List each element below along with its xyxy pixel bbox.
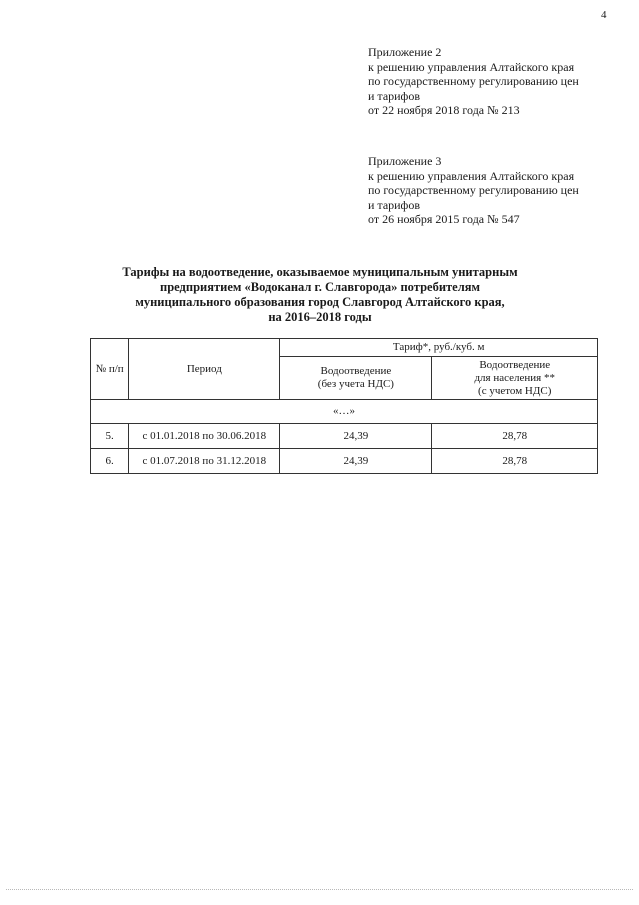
appendix-2-header xyxy=(368,45,633,118)
appendix-3-header xyxy=(368,154,633,227)
row-tariff-population: 28,78 xyxy=(432,424,598,449)
row-period: с 01.07.2018 по 31.12.2018 xyxy=(129,449,280,474)
header-line: Водоотведение xyxy=(320,365,392,377)
table-row xyxy=(91,424,598,449)
header-wastewater-no-vat xyxy=(280,357,432,400)
row-num: 5. xyxy=(91,424,129,449)
appendix-2-line: от 22 ноября 2018 года № 213 xyxy=(368,103,520,117)
header-line: для населения ** xyxy=(474,371,555,384)
header-line: (без учета НДС) xyxy=(317,378,394,390)
title-line: на 2016–2018 годы xyxy=(268,310,372,324)
row-tariff-population: 28,78 xyxy=(432,449,598,474)
header-num: № п/п xyxy=(91,339,129,400)
appendix-3-line: Приложение 3 xyxy=(368,154,442,168)
table-header-row xyxy=(91,339,598,357)
appendix-3-line: и тарифов xyxy=(368,197,421,212)
header-tariff: Тариф*, руб./куб. м xyxy=(280,339,598,357)
ellipsis-cell: «…» xyxy=(91,400,598,424)
appendix-3-line: от 26 ноября 2015 года № 547 xyxy=(368,212,520,226)
header-wastewater-population xyxy=(432,357,598,400)
header-period: Период xyxy=(129,339,280,400)
table-row xyxy=(91,449,598,474)
appendix-2-line: по государственному регулированию цен xyxy=(368,74,579,88)
title-line: предприятием «Водоканал г. Славгорода» потребителям xyxy=(160,280,480,294)
header-line: Водоотведение xyxy=(479,358,551,371)
title-line: Тарифы на водоотведение, оказываемое муниципальным унитарным xyxy=(122,265,518,279)
page-number: 4 xyxy=(601,9,607,21)
footer-divider xyxy=(6,889,633,890)
document-title xyxy=(60,265,580,325)
appendix-3-line: по государственному регулированию цен xyxy=(368,183,579,197)
row-tariff-no-vat: 24,39 xyxy=(280,424,432,449)
appendix-2-line: Приложение 2 xyxy=(368,45,442,59)
appendix-2-line: и тарифов xyxy=(368,88,421,103)
row-tariff-no-vat: 24,39 xyxy=(280,449,432,474)
row-num: 6. xyxy=(91,449,129,474)
appendix-3-line: к решению управления Алтайского края xyxy=(368,168,575,183)
row-period: с 01.01.2018 по 30.06.2018 xyxy=(129,424,280,449)
table-row-ellipsis xyxy=(91,400,598,424)
title-line: муниципального образования город Славгород Алтайского края, xyxy=(135,295,505,309)
tariff-table xyxy=(90,338,598,474)
appendix-2-line: к решению управления Алтайского края xyxy=(368,59,575,74)
header-line: (с учетом НДС) xyxy=(478,384,552,397)
